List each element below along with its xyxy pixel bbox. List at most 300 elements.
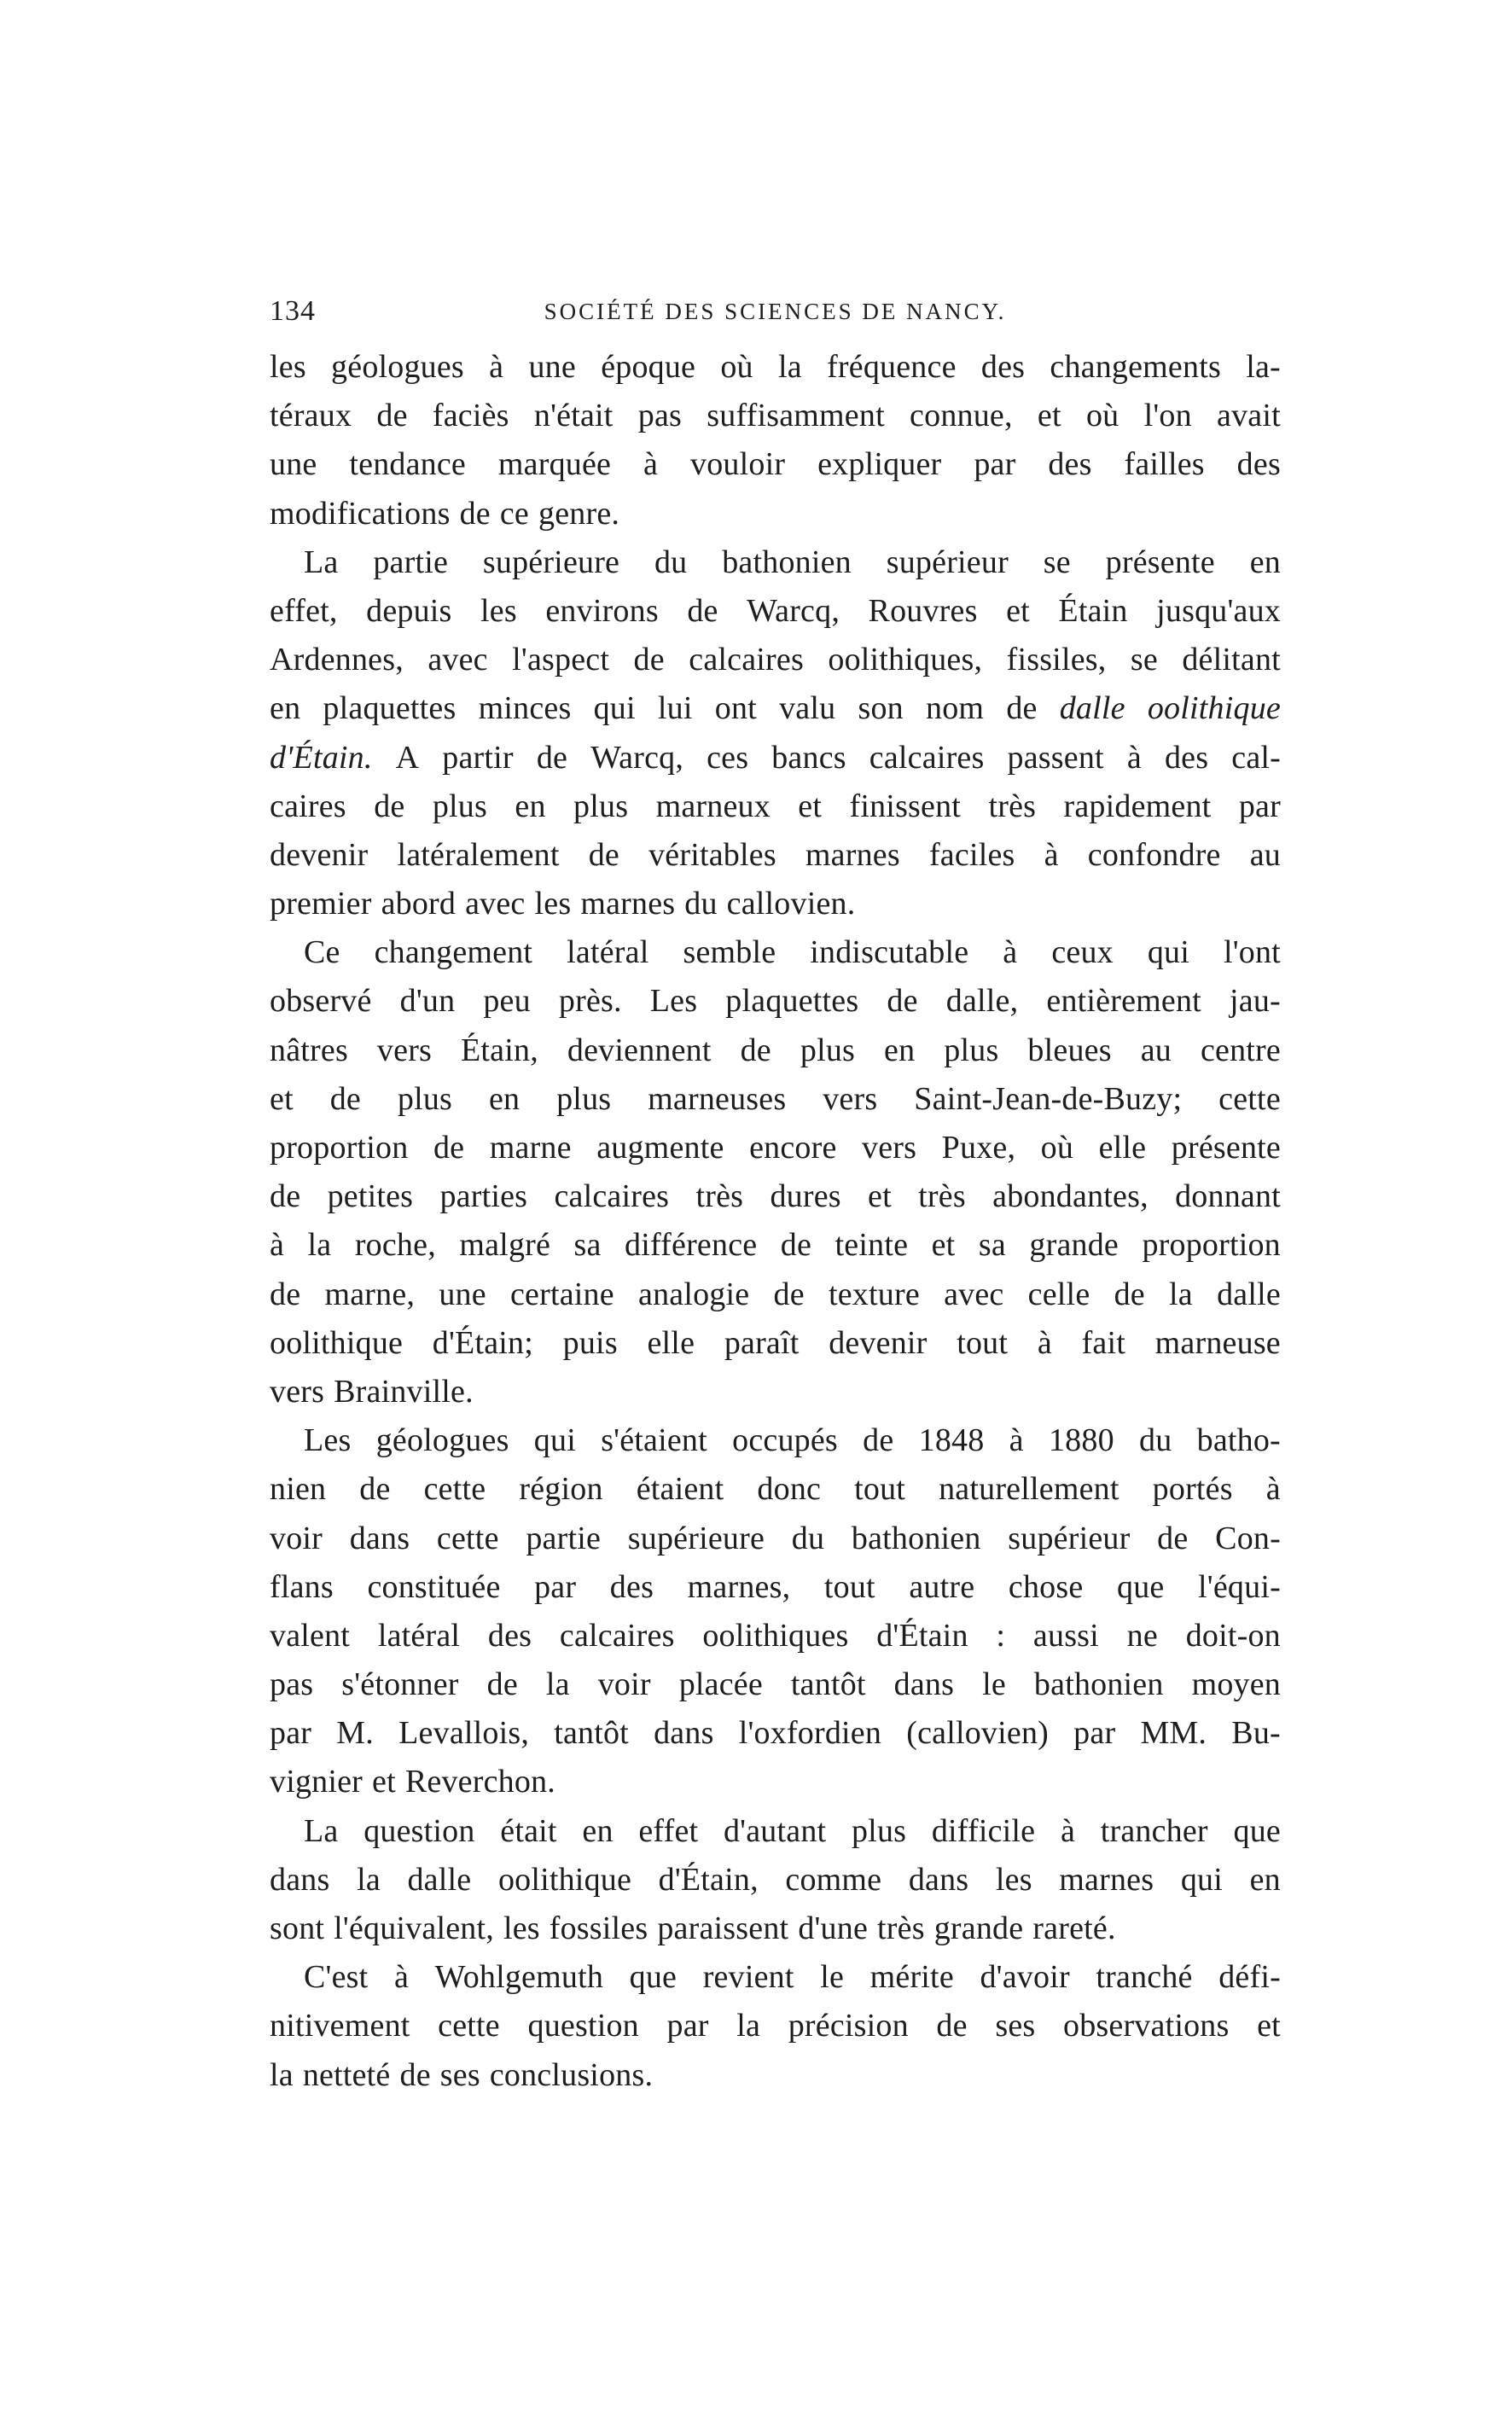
body-text [270,343,1281,2100]
word: centre [1200,1032,1281,1068]
word: rareté. [1032,1910,1116,1946]
word: du [654,544,688,580]
word: cette [438,2008,500,2044]
word: plaquettes [323,690,457,727]
word: le [820,1959,845,1996]
text-line [270,490,1281,538]
word: constituée [367,1568,501,1605]
word: fait [1081,1324,1125,1361]
word: véritables [648,836,776,873]
word: voir [597,1666,651,1703]
text-line [270,1124,1281,1172]
text-line [270,684,1281,733]
word: par [1073,1715,1116,1752]
word: d'Étain. [270,739,373,776]
word: grande [933,1910,1024,1946]
word: deviennent [567,1032,712,1068]
word: de [433,1130,465,1166]
word: dans [654,1715,714,1752]
word: callovien. [726,886,856,922]
word: tranché [1096,1959,1193,1996]
word: grande [1029,1227,1119,1264]
word: bathonien [722,544,852,580]
word: Les [304,1422,352,1459]
word: supérieure [482,544,620,580]
word: de [459,495,491,532]
word: calcaires [689,642,804,678]
word: cette [423,1471,486,1508]
word: effet [638,1812,699,1849]
word: et [931,1227,956,1264]
word: du [1139,1422,1172,1459]
word: ont [714,690,757,727]
word: Wohlgemuth [434,1959,604,1996]
word: fréquence [827,349,957,385]
word: bleues [1027,1032,1112,1068]
word: à [394,1959,410,1996]
word: et [1037,398,1061,434]
word: Étain, [461,1032,538,1068]
word: des [980,349,1026,385]
word: connue, [910,398,1013,434]
word: tout [957,1324,1009,1361]
word: présente [1171,1130,1281,1166]
word: de [374,788,405,824]
word: moyen [1191,1666,1281,1703]
word: caires [270,788,346,824]
word: Warcq, [747,592,840,629]
text-line [270,587,1281,636]
text-line [270,538,1281,587]
word: autre [909,1568,975,1605]
word: doit-on [1185,1617,1281,1654]
word: ce [499,495,529,532]
text-line [270,392,1281,440]
word: tantôt [790,1666,866,1703]
word: très [988,788,1037,824]
word: des [1048,446,1092,483]
word: étaient [636,1471,724,1508]
word: du [684,886,718,922]
word: trancher [1100,1812,1208,1849]
word: à [643,446,659,483]
word: lui [657,690,693,727]
word: devenir [829,1324,928,1361]
word: genre. [538,495,620,532]
word: valent [270,1617,351,1654]
word: très [877,1910,925,1946]
word: voir [270,1520,323,1556]
word: plus [851,1812,907,1849]
word: d'Étain, [658,1861,759,1898]
word: changements [1050,349,1221,385]
word: de [270,1178,301,1215]
word: naturellement [939,1471,1119,1508]
word: 1880 [1048,1422,1114,1459]
word: tout [854,1471,906,1508]
word: pas [637,398,683,434]
word: l'équivalent, [334,1910,494,1946]
word: pas [270,1666,314,1703]
word: avec [427,642,488,678]
word: d'Étain [876,1617,968,1654]
word: rapidement [1063,788,1212,824]
word: n'était [533,398,614,434]
paragraph [270,538,1281,929]
word: failles [1124,446,1205,483]
word: partie [526,1520,602,1556]
paragraph [270,343,1281,538]
running-head [270,294,1281,329]
word: en [270,690,301,727]
word: en [1249,544,1281,580]
word: Con- [1215,1520,1281,1556]
word: et [372,1764,396,1800]
text-line [270,440,1281,489]
word: marneuse [1154,1324,1281,1361]
word: faciles [928,836,1015,873]
running-title: SOCIÉTÉ DES SCIENCES DE NANCY. [544,299,1007,324]
word: jau- [1230,983,1281,1020]
word: augmente [596,1130,724,1166]
word: la [545,1666,570,1703]
word: question [363,1812,475,1849]
word: plaquettes [725,983,859,1020]
word: une [528,349,576,385]
word: partie [373,544,449,580]
paragraph [270,1416,1281,1807]
word: à [489,349,504,385]
word: La [304,1812,339,1849]
word: ne [1126,1617,1158,1654]
text-line [270,880,1281,928]
word: puis [562,1324,618,1361]
word: d'Étain; [432,1324,533,1361]
word: bathonien [1033,1666,1164,1703]
word: roche, [354,1227,436,1264]
word: marne, [324,1276,416,1312]
word: l'oxfordien [738,1715,882,1752]
word: où [1040,1130,1074,1166]
word: de [329,1080,361,1117]
word: placée [678,1666,763,1703]
word: de [863,1422,894,1459]
word: paraissent [657,1910,789,1946]
word: son [858,690,904,727]
word: mérite [869,1959,954,1996]
word: vers [270,1373,325,1410]
text-line [270,1221,1281,1270]
paragraph [270,928,1281,1416]
word: par [666,2008,709,2044]
word: les [270,349,306,385]
word: Brainville. [334,1373,474,1410]
text-line [270,2002,1281,2050]
word: par [974,446,1016,483]
word: dans [908,1861,969,1898]
text-line [270,1075,1281,1124]
word: de [773,1276,805,1312]
word: oolithique [1147,690,1281,727]
word: avec [465,886,526,922]
word: Rouvres [868,592,978,629]
word: qui [593,690,636,727]
word: géologues [375,1422,509,1459]
word: en [582,1812,614,1849]
word: batho- [1196,1422,1281,1459]
word: à [1009,1422,1024,1459]
word: les [503,1910,540,1946]
word: d'avoir [980,1959,1070,1996]
word: de [399,2056,431,2093]
word: passent [1007,739,1104,776]
word: ses [439,2056,480,2093]
word: supérieure [627,1520,765,1556]
word: différence [625,1227,758,1264]
word: cette [1218,1080,1281,1117]
word: Ardennes, [270,642,404,678]
word: et [798,788,823,824]
word: dures [770,1178,841,1215]
word: C'est [304,1959,369,1996]
word: dans [349,1520,410,1556]
word: paraît [724,1324,800,1361]
word: au [1140,1032,1172,1068]
word: à [1060,1812,1076,1849]
word: et [1006,592,1030,629]
word: la [307,1227,332,1264]
text-line [270,782,1281,831]
word: fissiles, [1006,642,1107,678]
word: les [995,1861,1032,1898]
word: Levallois, [398,1715,530,1752]
word: abord [381,886,457,922]
word: s'étaient [601,1422,707,1459]
word: bancs [771,739,846,776]
word: difficile [931,1812,1036,1849]
word: semble [683,934,776,971]
word: oolithique [497,1861,632,1898]
text-line [270,734,1281,782]
word: des [609,1568,654,1605]
word: calcaires [554,1178,670,1215]
word: nitivement [270,2008,410,2044]
word: analogie [638,1276,750,1312]
word: Saint-Jean-de-Buzy; [914,1080,1183,1117]
word: parties [439,1178,528,1215]
word: devenir [270,836,369,873]
word: portés [1152,1471,1233,1508]
page-number: 134 [270,295,316,327]
word: texture [828,1276,920,1312]
word: marnes [580,886,676,922]
word: effet, [270,592,338,629]
word: la [357,1861,381,1898]
word: délitant [1182,642,1281,678]
word: abondantes, [992,1178,1149,1215]
word: premier [270,886,372,922]
word: géologues [331,349,464,385]
word: la [1169,1276,1193,1312]
word: depuis [366,592,452,629]
word: Puxe, [941,1130,1016,1166]
word: à [1265,1471,1281,1508]
word: en [488,1080,520,1117]
word: supérieur [886,544,1009,580]
word: qui [1180,1861,1223,1898]
word: de [887,983,918,1020]
word: s'étonner [341,1666,459,1703]
word: observations [1063,2008,1230,2044]
word: M. [336,1715,374,1752]
word: vers [823,1080,878,1117]
word: les [534,886,572,922]
word: où [1085,398,1119,434]
word: revient [702,1959,794,1996]
word: calcaires [559,1617,675,1654]
word: très [918,1178,966,1215]
word: aussi [1032,1617,1099,1654]
word: flans [270,1568,334,1605]
word: oolithiques, [828,642,983,678]
word: valu [779,690,836,727]
word: d'autant [723,1812,827,1849]
word: à [1044,836,1059,873]
word: marnes [1059,1861,1154,1898]
word: de [486,1666,518,1703]
text-line [270,1515,1281,1563]
word: bathonien [851,1520,981,1556]
text-line [270,1172,1281,1221]
word: en [1249,1861,1281,1898]
word: de [588,836,620,873]
word: de [740,1032,771,1068]
word: la [270,2056,294,2093]
word: petites [327,1178,414,1215]
text-line [270,1368,1281,1416]
word: du [791,1520,825,1556]
word: Ce [304,934,340,971]
text-line [270,1465,1281,1514]
word: A [395,739,420,776]
word: présente [1105,544,1215,580]
word: à [1037,1324,1052,1361]
word: cette [436,1520,499,1556]
word: sa [573,1227,602,1264]
text-line [270,343,1281,392]
word: chose [1008,1568,1084,1605]
word: se [1043,544,1071,580]
word: à [1126,739,1142,776]
word: l'ont [1223,934,1281,971]
word: précision [788,2008,909,2044]
word: plus [432,788,487,824]
text-line [270,1026,1281,1075]
word: Les [649,983,698,1020]
text-line [270,636,1281,684]
text-line [270,1319,1281,1368]
word: par [534,1568,577,1605]
word: qui [1147,934,1189,971]
word: la [778,349,802,385]
word: de [936,2008,968,2044]
word: en [515,788,546,824]
word: des [487,1617,532,1654]
word: tendance [349,446,466,483]
word: où [720,349,753,385]
word: tout [823,1568,875,1605]
word: conclusions. [489,2056,654,2093]
word: marquée [497,446,612,483]
word: latéral [377,1617,461,1654]
text-line [270,1416,1281,1465]
text-line [270,1709,1281,1758]
word: elle [1098,1130,1147,1166]
word: près. [558,983,622,1020]
word: une [270,446,317,483]
word: par [1238,788,1281,824]
word: encore [749,1130,837,1166]
text-line [270,831,1281,880]
word: supérieur [1008,1520,1131,1556]
word: et [1257,2008,1281,2044]
word: plus [556,1080,612,1117]
text-line [270,1807,1281,1856]
word: l'on [1143,398,1192,434]
word: plus [944,1032,999,1068]
word: vers [862,1130,917,1166]
word: expliquer [817,446,942,483]
word: nâtres [270,1032,348,1068]
word: vers [376,1032,433,1068]
word: tantôt [554,1715,629,1752]
word: que [629,1959,677,1996]
word: qui [533,1422,576,1459]
word: de [780,1227,812,1264]
word: marnes [805,836,900,873]
word: marnes, [687,1568,791,1605]
word: Étain [1058,592,1128,629]
word: observé [270,983,372,1020]
word: occupés [732,1422,838,1459]
word: des [1236,446,1281,483]
word: environs [545,592,659,629]
word: l'équi- [1198,1568,1281,1605]
word: ses [995,2008,1036,2044]
word: des [1164,739,1209,776]
paragraph [270,1953,1281,2100]
word: avec [944,1276,1004,1312]
word: teinte [835,1227,909,1264]
word: calcaires [869,739,985,776]
word: à [270,1227,285,1264]
word: une [439,1276,486,1312]
word: jusqu'aux [1156,592,1281,629]
word: certaine [509,1276,614,1312]
word: celle [1027,1276,1090,1312]
word: vignier [270,1764,363,1800]
word: les [480,592,517,629]
word: au [1249,836,1281,873]
word: proportion [270,1130,409,1166]
word: dans [270,1861,330,1898]
word: elle [647,1324,695,1361]
word: l'aspect [512,642,610,678]
word: peu [483,983,531,1020]
word: modifications [270,495,451,532]
word: par [270,1715,312,1752]
word: oolithique [270,1324,404,1361]
